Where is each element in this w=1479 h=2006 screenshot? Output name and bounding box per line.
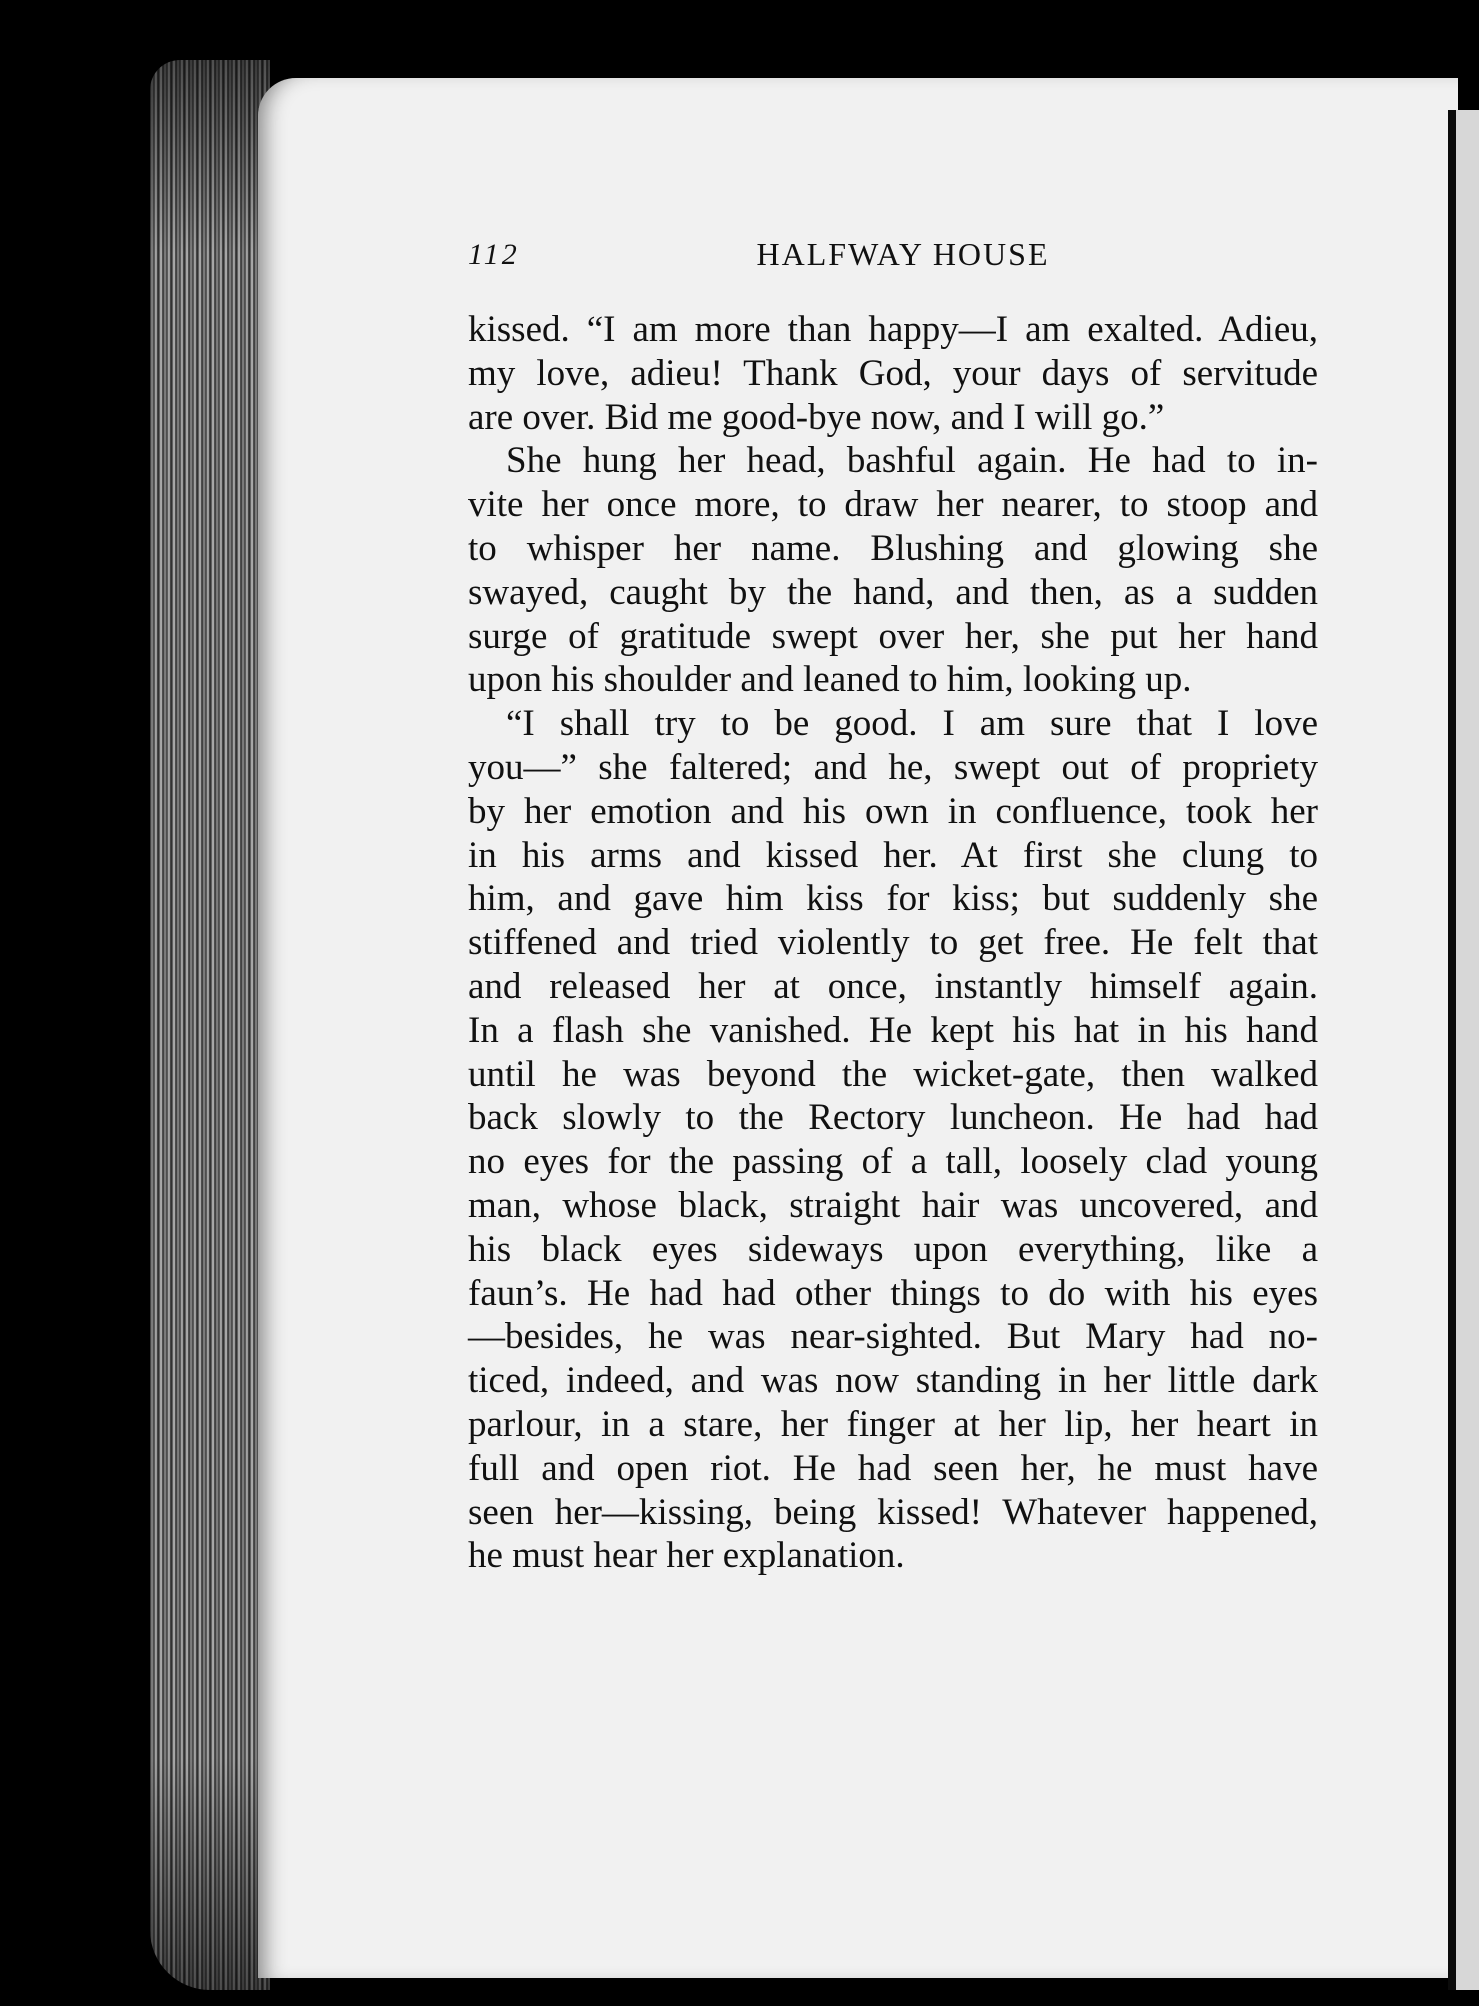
text-line: She hung her head, bashful again. He had to in- <box>506 440 1318 482</box>
text-line: upon his shoulder and leaned to him, looking up. <box>468 659 1192 701</box>
text-line: by her emotion and his own in confluence, took her <box>468 790 1318 832</box>
text-line: “I shall try to be good. I am sure that I love <box>506 703 1318 745</box>
text-line: In a flash she vanished. He kept his hat in his hand <box>468 1009 1318 1051</box>
text-line: full and open riot. He had seen her, he must have <box>468 1447 1318 1489</box>
text-line: to whisper her name. Blushing and glowing she <box>468 527 1318 569</box>
text-line: swayed, caught by the hand, and then, as a sudden <box>468 571 1318 613</box>
running-head <box>468 236 1338 292</box>
text-line: are over. Bid me good-bye now, and I will go.” <box>468 396 1165 438</box>
text-line: him, and gave him kiss for kiss; but suddenly she <box>468 878 1318 920</box>
text-line: faun’s. He had had other things to do with his eyes <box>468 1272 1318 1314</box>
text-line: and released her at once, instantly himself again. <box>468 965 1318 1007</box>
text-line: —besides, he was near-sighted. But Mary had no- <box>468 1316 1318 1358</box>
page-block-edges <box>150 60 270 1990</box>
book-title: HALFWAY HOUSE <box>756 236 1050 272</box>
text-line: kissed. “I am more than happy—I am exalted. Adieu, <box>468 309 1318 350</box>
text-line: he must hear her explanation. <box>468 1535 905 1577</box>
text-line: man, whose black, straight hair was uncovered, and <box>468 1184 1318 1226</box>
text-line: no eyes for the passing of a tall, loosely clad young <box>468 1141 1318 1183</box>
text-line: vite her once more, to draw her nearer, to stoop and <box>468 484 1318 526</box>
text-line: back slowly to the Rectory luncheon. He had had <box>468 1097 1318 1139</box>
text-line: my love, adieu! Thank God, your days of servitude <box>468 352 1318 394</box>
text-line: you—” she faltered; and he, swept out of propriety <box>468 746 1318 788</box>
text-line: seen her—kissing, being kissed! Whatever happened, <box>468 1491 1318 1533</box>
page-number: 112 <box>468 238 520 271</box>
text-line: parlour, in a stare, her finger at her lip, her heart in <box>468 1403 1318 1445</box>
body-text <box>468 308 1318 1578</box>
gutter-edge <box>1448 110 1456 1990</box>
text-line: surge of gratitude swept over her, she put her hand <box>468 615 1318 657</box>
facing-page-strip <box>1456 110 1479 1990</box>
text-line: stiffened and tried violently to get free. He felt that <box>468 922 1318 964</box>
text-line: ticed, indeed, and was now standing in her little dark <box>468 1360 1318 1402</box>
text-line: his black eyes sideways upon everything, like a <box>468 1228 1318 1270</box>
text-line: until he was beyond the wicket-gate, then walked <box>468 1053 1318 1095</box>
text-line: in his arms and kissed her. At first she clung to <box>468 834 1318 876</box>
